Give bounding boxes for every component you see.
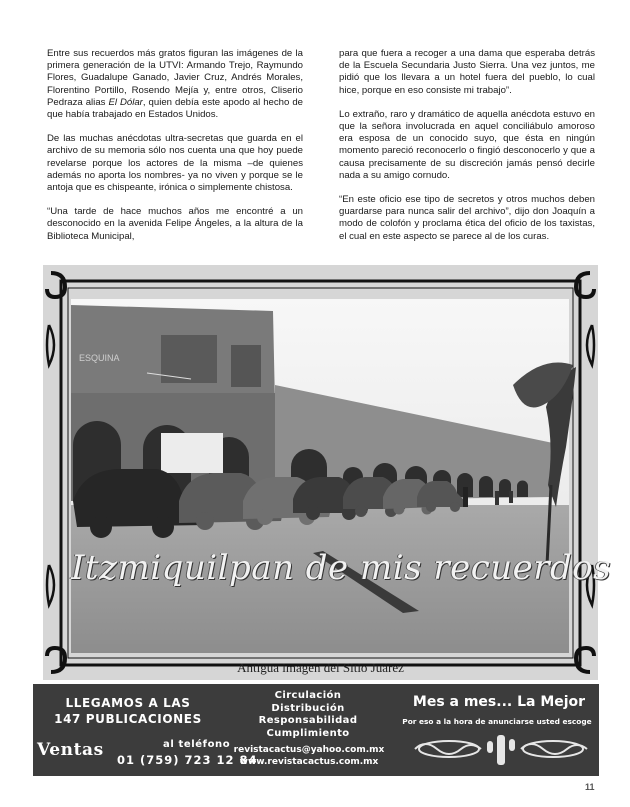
nickname-text: El Dólar bbox=[108, 96, 143, 108]
ad-publications-count: 147 PUBLICACIONES bbox=[54, 712, 202, 726]
article-paragraph: Lo extraño, raro y dramático de aquella anécdota estuvo en que la señora involucrada en aquel conciliábulo amoroso era esposa de un conocido suyo, que ésta en ningún momento pareció reconocerlo o fingió desconocerlo y que a causa precisamente de su discreción jamás pensó decirle nada a su amigo cornudo. bbox=[339, 108, 595, 181]
cactus-ornament-icon bbox=[411, 731, 591, 767]
historic-photo bbox=[43, 265, 598, 680]
page-number: 11 bbox=[585, 782, 595, 792]
ad-subtitle: Por eso a la hora de anunciarse usted escoge bbox=[402, 717, 592, 726]
photo-image bbox=[71, 299, 576, 653]
article-paragraph: De las muchas anécdotas ultra-secretas que guarda en el archivo de su memoria sólo nos cuenta una que hoy puede revelarse porque los actores de la misma –de quienes además no aporta los nombres- ya no viven y porque se le antoja que es chispeante, irónica o simplemente chistosa. bbox=[47, 133, 303, 194]
historic-photo-block bbox=[43, 265, 612, 680]
ad-phone-label: al teléfono bbox=[163, 739, 231, 750]
article-paragraph bbox=[47, 48, 303, 121]
paragraph-text: , quien debía este apodo al hecho de que había trabajado en Estados Unidos. bbox=[47, 96, 304, 121]
article-left-column bbox=[47, 48, 303, 255]
ad-service-item: Responsabilidad bbox=[258, 715, 358, 726]
article-paragraph: “En este oficio ese tipo de secretos y otros muchos deben guardarse para nunca salir del archivo”, dijo don Joaquín a modo de colofón y proclama ética del oficio de los taxistas, el cual en este aspecto se parece al de los curas. bbox=[339, 194, 595, 242]
ad-sales-label: Ventas bbox=[37, 740, 104, 760]
article-right-column bbox=[339, 48, 595, 255]
ad-publications-line: LLEGAMOS A LAS bbox=[65, 696, 191, 710]
building-sign: ESQUINA bbox=[79, 353, 120, 363]
paragraph-text: Entre sus recuerdos más gratos figuran las imágenes de la primera generación de la UTVI: Armando Trejo, Raymundo Flores, Guadalupe Ganado, Javier Cruz, Andrés Morales, Florentino Portillo, Rosendo Mejía y, entre otros, Cliserio Pedraza alias bbox=[47, 48, 303, 108]
ad-service-item: Cumplimiento bbox=[266, 727, 350, 739]
ad-email: revistacactus@yahoo.com.mx bbox=[233, 745, 385, 755]
ad-services-list bbox=[233, 690, 383, 740]
ad-website: www.revistacactus.com.mx bbox=[239, 757, 379, 767]
article-paragraph: para que fuera a recoger a una dama que esperaba detrás de la Escuela Secundaria Justo Sierra. Una vez juntos, me pidió que los llevara a un hotel fuera del pueblo, lo cual hice, porque en eso consiste mi trabajo”. bbox=[339, 48, 595, 96]
advertisement-bar bbox=[33, 684, 599, 776]
ad-phone-number: 01 (759) 723 12 84 bbox=[117, 753, 258, 767]
article-paragraph: “Una tarde de hace muchos años me encontré a un desconocido en la avenida Felipe Ángeles, a la altura de la Biblioteca Municipal, bbox=[47, 206, 303, 242]
photo-overlay-title: Itzmiquilpan de mis recuerdos bbox=[71, 548, 612, 588]
ad-service-item: Distribución bbox=[271, 702, 345, 714]
photo-caption: Antigua imagen del Sitio Juárez bbox=[237, 660, 404, 675]
ad-service-item: Circulación bbox=[274, 690, 342, 701]
ad-slogan: Mes a mes... La Mejor bbox=[412, 694, 586, 710]
